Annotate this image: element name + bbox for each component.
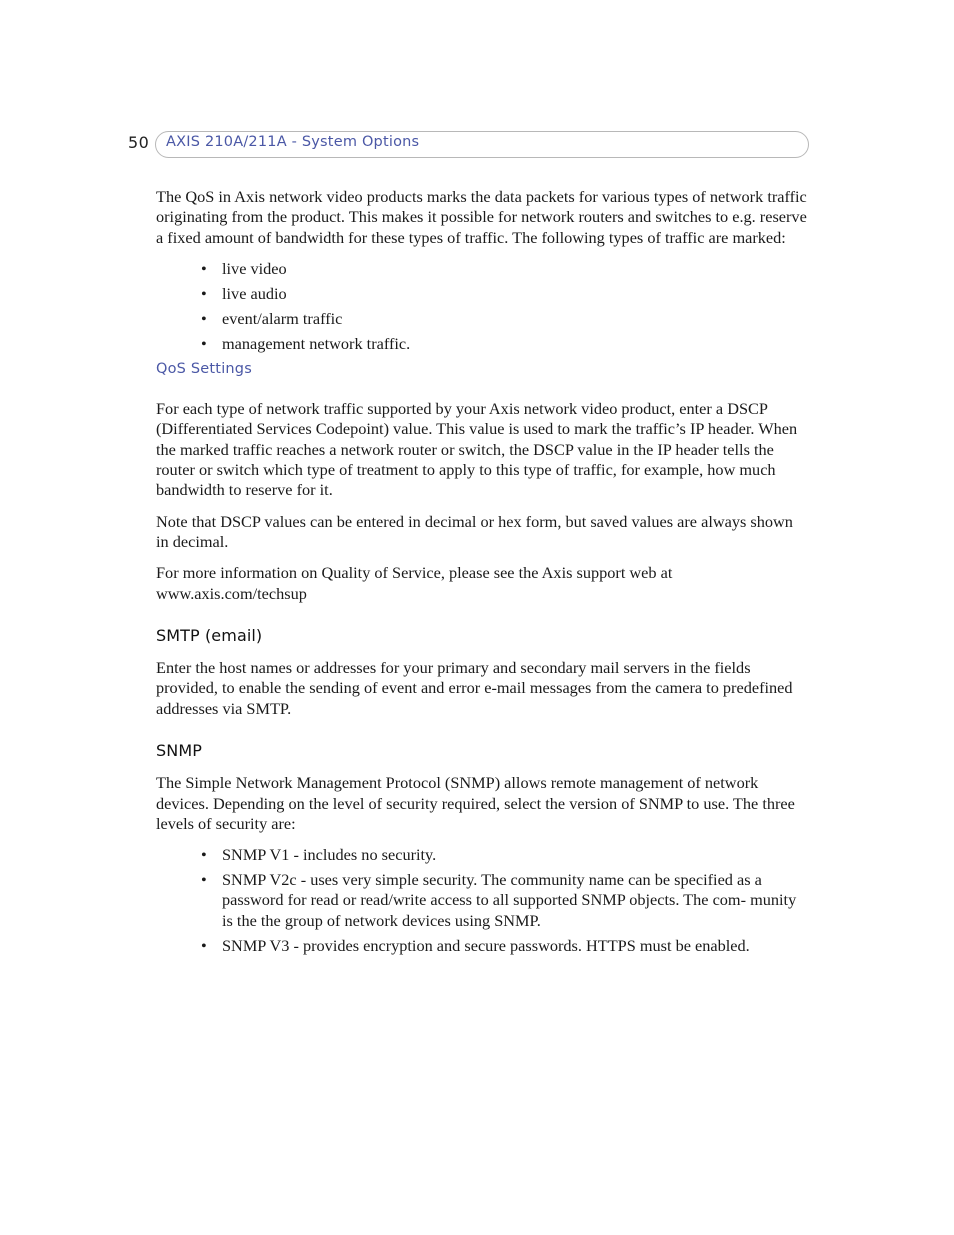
smtp-heading: SMTP (email)	[156, 625, 263, 645]
header-title: AXIS 210A/211A - System Options	[166, 134, 420, 150]
list-item: • management network traffic.	[201, 333, 411, 353]
traffic-types-list	[156, 259, 808, 354]
snmp-levels-list	[156, 845, 808, 956]
list-item: • live audio	[201, 283, 287, 303]
qos-paragraph-note: Note that DSCP values can be entered in decimal or hex form, but saved values are always shown in decimal.	[156, 511, 793, 551]
page-content	[156, 187, 808, 961]
smtp-paragraph: Enter the host names or addresses for your primary and secondary mail servers in the fields provided, to enable the sending of event and error e-mail messages from the camera to predefined addresses via SMTP.	[156, 658, 793, 718]
bullet-icon: •	[201, 283, 207, 303]
bullet-icon: •	[201, 870, 207, 890]
list-item: • live video	[201, 258, 287, 278]
bullet-icon: •	[201, 845, 207, 865]
snmp-heading: SNMP	[156, 740, 202, 760]
bullet-icon: •	[201, 333, 207, 353]
list-item: • event/alarm traffic	[201, 308, 343, 328]
bullet-icon: •	[201, 258, 207, 278]
bullet-icon: •	[201, 935, 207, 955]
bullet-icon: •	[201, 308, 207, 328]
qos-paragraph-dscp: For each type of network traffic supported by your Axis network video product, enter a DSCP (Differentiated Services Codepoint) value. This value is used to mark the traffic’s IP header. When the marked traffic reaches a network router or switch, the DSCP value in the IP header tells the router or switch which type of treatment to apply to this type of traffic, for example, how much bandwidth to reserve for it.	[156, 399, 798, 500]
intro-paragraph: The QoS in Axis network video products marks the data packets for various types of network traffic originating from the product. This makes it possible for network routers and switches to e.g. reserve a fixed amount of bandwidth for these types of traffic. The following types of traffic are marked:	[156, 187, 807, 247]
qos-paragraph-more-info: For more information on Quality of Service, please see the Axis support web at www.axis.com/techsup	[156, 563, 673, 603]
list-item: • SNMP V2c - uses very simple security. The community name can be specified as a password for read or read/write access to all supported SNMP objects. The com- munity is the the group of network devices using SNMP.	[201, 870, 797, 930]
qos-settings-heading: QoS Settings	[156, 360, 252, 377]
list-item: • SNMP V1 - includes no security.	[201, 845, 437, 865]
page-number: 50	[128, 133, 150, 152]
list-item: • SNMP V3 - provides encryption and secure passwords. HTTPS must be enabled.	[201, 935, 750, 955]
snmp-paragraph: The Simple Network Management Protocol (SNMP) allows remote management of network devices. Depending on the level of security required, select the version of SNMP to use. The three levels of security are:	[156, 773, 795, 833]
